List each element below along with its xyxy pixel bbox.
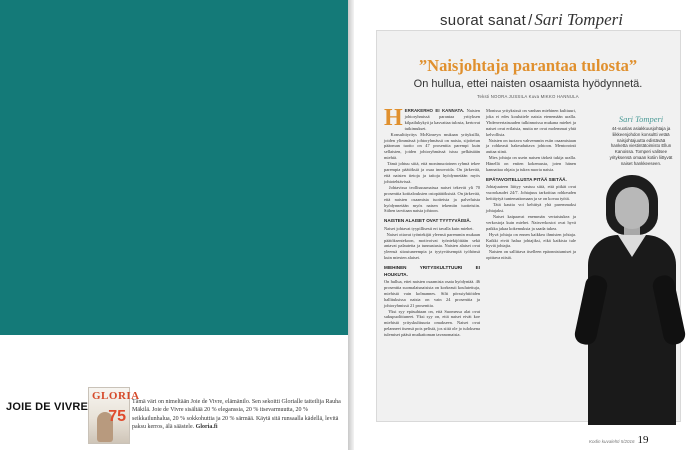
paragraph-lead xyxy=(384,105,480,132)
footer-magazine: Kodin kuvalehti 5/2016 xyxy=(589,439,635,444)
article-headline: ”Naisjohtaja parantaa tulosta” xyxy=(418,56,638,75)
gloria-magazine-cover xyxy=(88,387,140,444)
section-label: suorat sanat xyxy=(440,12,527,29)
subheading: MIEHINEN YRITYSKULTTUURI EI HOUKUTA. xyxy=(384,265,480,277)
paragraph-text: Naiset johtavat tyypillisesti eri tavalla kuin miehet. xyxy=(384,225,474,231)
paragraph-text: Naisten on sallittava itselleen epäonnistumiset ja opittava niistä. xyxy=(486,249,576,261)
article-column-2 xyxy=(486,108,576,261)
page-number: 19 xyxy=(637,434,649,446)
promo-body: Tämä väri on nimeltään Joie de Vivre, elämänilo. Sen sekoitti Glorialle taiteilija Rauha Mäkilä. Joie de Vivre sisältää 20 % eleganssia, 20 % itsevarmuutta, 20 % seikkailunhalua, 20 % sokkohuttia ja 20 % särmää. Käytä sitä runsaalla kädellä, levitä paksu kerros, älä säästele. xyxy=(132,399,341,431)
paragraph-text: Hyvä johtaja on ennen kaikkea ihmisten johtaja. Kaikki eivät halua johtajiksi, eikä kaikista tule hyviä johtajia. xyxy=(486,231,576,249)
drop-cap: H xyxy=(384,105,403,131)
subheading: NAISTEN ALAISET OVAT TYYTYVÄISIÄ. xyxy=(384,218,471,224)
paragraph-text: Johtajuuteen liittyy vastuu siitä, että pitkät ovat vuorokaudet 24/7. Johtajuus tarkoittaa rohkeuden heittäytyä tuntemattomaan ja se on kovaa työtä. xyxy=(486,184,576,202)
cover-number: 75 xyxy=(108,408,126,425)
article-column-1 xyxy=(384,105,480,338)
portrait-photo xyxy=(580,175,680,422)
page-footer xyxy=(589,430,649,448)
paragraph-text: Johtavissa teollisuusmaissa naiset tekevät yli 70 prosenttia kotitalouksien ostopäätöksistä. On järkevää, että naisten osaamista tuotteista ja palveluista hyödynnetään myös naisen tekemiin tuotteisiin. Siihen tarvitaan naisia johtoon. xyxy=(384,184,480,214)
paragraph-text: Tätä kautta voi kehittyä yhä paremmaksi johtajaksi. xyxy=(486,202,576,213)
article-subhead: On hullua, ettei naisten osaamista hyödynnetä. xyxy=(413,78,643,90)
paragraph-text: On hullua, ettei naisten osaamista osata hyödyntää. 46 prosenttia suomalaisnaisista on korkeasti koulutettuja, miehistä vain kolmannes. Silti pörssiyhtiöiden hallituksissa naisia on vain 24 prosenttia ja johtoryhmissä 21 prosenttia. xyxy=(384,278,480,308)
profile-name: Sari Tomperi xyxy=(618,114,664,124)
portrait-face xyxy=(615,187,649,229)
section-slash: / xyxy=(528,12,533,29)
right-page xyxy=(354,0,696,450)
paragraph-text: Monissa yrityksissä on vanhan miehinen kulttuuri, joka ei edes kouluttele naisia etenemään uralla. Yhdenvertaisuuden tulkinnoissa mukana miehet ja naiset ovat erilaisia, mutta ne ovat molemmat yhtä kelvollisia. xyxy=(486,108,576,137)
section-header xyxy=(440,10,623,30)
paragraph-text: Naisten on tuotava vahvemmin esiin osaamistaan ja rohkeasti hakeuduttava johtoon. Mentorointi auttaa siinä. xyxy=(486,137,576,155)
promo-source-link[interactable]: Gloria.fi xyxy=(195,424,218,431)
teal-color-block xyxy=(0,0,348,335)
joie-label-text: JOIE DE VIVRE xyxy=(6,401,89,413)
profile-box xyxy=(608,114,674,167)
paragraph-text: Naiset ottavat työntekijät yleensä paremmin mukaan päätöksentekoon, motivoivat työntekijöitään sekä antavat palautetta ja tunnustusta. Naisten alaiset ovat yleensä sitoutuneempia ja tyytyväisempiä työhönsä kuin miesten alaiset. xyxy=(384,231,480,261)
subheading: EPÄTAVOITELLUSTA PITÄÄ SIETÄÄ. xyxy=(486,176,567,182)
article-byline: Teksti NOORA JUSSILA Kuva MIKKO HANNULA xyxy=(477,94,579,99)
paragraph-text: Tämä johtuu siitä, että monimuotoinen ryhmä tekee parempia päätöksiä ja osaa innovoida. On järkevää, että naisten tietoja ja taitoja hyödynnetään myös johtotehtävissä. xyxy=(384,161,480,184)
paragraph-text: Naiset kaipaavat enemmän vertaistukea ja verkostoja kuin miehet. Naisverkostot ovat hyvä paikka jakaa kokemuksia ja saada tukea. xyxy=(486,213,576,231)
paragraph-text: Konsulttiyritys McKinseyn mukaan yrityksillä, joiden ylimmässä johtoryhmässä on naisia, sijoitetun pääoman tuotto on 47 prosenttia parempi kuin sellaisten, joiden johtoryhmässä istuu pelkästään miehiä. xyxy=(384,131,480,161)
paragraph-text: Naisten johtoryhmissä parantaa yrityksen kilpailukykyä ja kasvattaa tulosta, kertovat tutkimukset. xyxy=(404,108,480,131)
section-person: Sari Tomperi xyxy=(534,10,623,29)
promo-text xyxy=(132,398,344,432)
profile-text: 44-vuotias asiakkuusjohtaja ja liikkeenjohdon konsultti vetää naisjohtajuutta edistävää hanketta viestintätoimisto Ellun Kanoissa. Tomperi valitsee yrityksensä omaan kotiin liittyvät naiset hankkeeseen. xyxy=(609,126,673,166)
lead-caps: ERRAKERHO EI KANNATA. xyxy=(404,108,465,113)
cover-title: GLORIA xyxy=(92,390,140,402)
paragraph-text: Yksi syy epäsuhtaan on, että Suomessa alat ovat sukupuolittuneet. Yksi syy on, että naiset eivät koe miehistä yrityskulttuuria omakseen. Naiset ovat pelanneet itsensä pois pelistä, jos siitä ole jo tuloksena tulemiset pääsä mutkattoman tavanomaisia. xyxy=(384,308,480,338)
paragraph-text: Mies johtaja on usein naisen tärkeä tukija uralla. Hänellä on eniten kokemusta, joten hänen kannattaa ohjata ja tukea nuoria naisia. xyxy=(486,155,576,173)
